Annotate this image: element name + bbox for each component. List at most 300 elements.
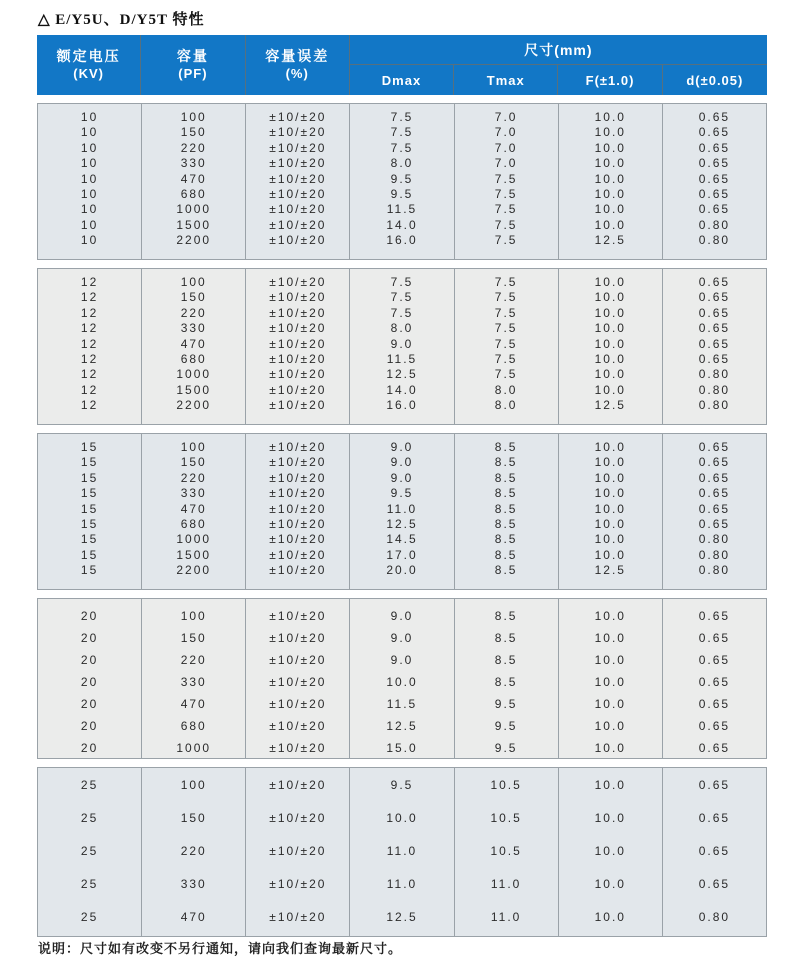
column-f [559,768,663,936]
cell-rated-voltage: 20 [80,631,99,645]
cell-capacity: 150 [180,455,207,470]
cell-f: 10.0 [594,217,626,232]
cell-rated-voltage: 10 [80,125,99,140]
cell-rated-voltage: 10 [80,171,99,186]
header-dmax: Dmax [350,65,454,95]
cell-rated-voltage: 15 [80,563,99,578]
cell-tolerance: ±10/±20 [269,367,327,382]
cell-dmax: 14.0 [386,382,418,397]
header-capacity-label: 容量 [176,48,209,64]
cell-tolerance: ±10/±20 [269,140,327,155]
cell-tmax: 11.0 [490,910,522,924]
cell-capacity: 680 [180,719,207,733]
cell-capacity: 1500 [176,382,212,397]
cell-f: 10.0 [594,455,626,470]
cell-rated-voltage: 25 [80,844,99,858]
cell-dmax: 12.5 [386,910,418,924]
cell-dmax: 9.0 [390,336,414,351]
cell-rated-voltage: 15 [80,486,99,501]
cell-tolerance: ±10/±20 [269,202,327,217]
cell-d: 0.80 [698,563,731,578]
cell-d: 0.65 [698,336,731,351]
cell-d: 0.65 [698,171,731,186]
cell-d: 0.80 [698,367,731,382]
column-capacity [142,599,246,758]
cell-tolerance: ±10/±20 [269,470,327,485]
cell-dmax: 7.5 [390,125,414,140]
cell-d: 0.65 [698,275,731,289]
cell-dmax: 14.5 [386,532,418,547]
cell-tmax: 10.5 [490,811,522,825]
cell-tolerance: ±10/±20 [269,501,327,516]
cell-tolerance: ±10/±20 [269,719,327,733]
cell-rated-voltage: 10 [80,140,99,155]
cell-tmax: 8.5 [494,675,518,689]
column-rated-voltage [38,269,142,424]
cell-dmax: 7.5 [390,140,414,155]
header-tolerance-label: 容量误差 [265,48,330,64]
cell-tolerance: ±10/±20 [269,382,327,397]
cell-capacity: 2200 [176,563,212,578]
cell-rated-voltage: 10 [80,156,99,171]
cell-rated-voltage: 12 [80,275,99,289]
cell-tmax: 7.5 [494,217,518,232]
cell-tmax: 9.5 [494,741,518,755]
column-tmax [455,104,559,259]
cell-dmax: 7.5 [390,305,414,320]
column-dmax [350,768,454,936]
cell-d: 0.65 [698,609,731,623]
cell-capacity: 100 [180,778,207,792]
cell-f: 12.5 [594,233,626,248]
column-tmax [455,599,559,758]
cell-rated-voltage: 10 [80,110,99,124]
cell-f: 10.0 [594,811,626,825]
column-tolerance [246,599,350,758]
column-tolerance [246,104,350,259]
cell-tolerance: ±10/±20 [269,305,327,320]
cell-tmax: 8.5 [494,532,518,547]
cell-dmax: 11.5 [386,697,418,711]
cell-tmax: 8.5 [494,501,518,516]
cell-d: 0.80 [698,910,731,924]
cell-capacity: 1000 [176,367,212,382]
cell-tmax: 8.5 [494,516,518,531]
column-f [559,599,663,758]
cell-dmax: 20.0 [386,563,418,578]
cell-capacity: 470 [180,171,207,186]
cell-tolerance: ±10/±20 [269,811,327,825]
cell-f: 10.0 [594,778,626,792]
cell-dmax: 16.0 [386,398,418,413]
cell-f: 10.0 [594,501,626,516]
cell-dmax: 15.0 [386,741,418,755]
cell-tmax: 9.5 [494,697,518,711]
cell-capacity: 470 [180,697,207,711]
cell-capacity: 1500 [176,547,212,562]
cell-capacity: 220 [180,653,207,667]
cell-tolerance: ±10/±20 [269,156,327,171]
cell-tmax: 8.5 [494,631,518,645]
cell-d: 0.65 [698,290,731,305]
cell-rated-voltage: 15 [80,547,99,562]
footer-note: 说明：尺寸如有改变不另行通知，请向我们查询最新尺寸。 [38,941,403,956]
cell-capacity: 330 [180,486,207,501]
cell-d: 0.65 [698,844,731,858]
cell-rated-voltage: 15 [80,440,99,454]
cell-dmax: 9.5 [390,186,414,201]
cell-tolerance: ±10/±20 [269,532,327,547]
cell-dmax: 9.0 [390,455,414,470]
cell-dmax: 12.5 [386,516,418,531]
cell-rated-voltage: 12 [80,290,99,305]
cell-tolerance: ±10/±20 [269,516,327,531]
cell-tolerance: ±10/±20 [269,233,327,248]
cell-tmax: 9.5 [494,719,518,733]
column-tolerance [246,768,350,936]
cell-d: 0.65 [698,501,731,516]
cell-tolerance: ±10/±20 [269,877,327,891]
cell-capacity: 150 [180,811,207,825]
cell-tmax: 7.5 [494,367,518,382]
cell-f: 10.0 [594,186,626,201]
cell-capacity: 150 [180,290,207,305]
cell-dmax: 11.0 [386,501,418,516]
cell-dmax: 10.0 [386,811,418,825]
cell-d: 0.65 [698,186,731,201]
cell-tolerance: ±10/±20 [269,290,327,305]
cell-dmax: 11.5 [386,351,418,366]
cell-capacity: 680 [180,351,207,366]
cell-tmax: 7.5 [494,233,518,248]
cell-tolerance: ±10/±20 [269,336,327,351]
cell-d: 0.65 [698,778,731,792]
cell-capacity: 330 [180,321,207,336]
cell-rated-voltage: 20 [80,741,99,755]
header-rated-voltage [37,35,141,95]
cell-capacity: 1000 [176,202,212,217]
cell-tmax: 8.5 [494,486,518,501]
cell-f: 10.0 [594,741,626,755]
column-rated-voltage [38,768,142,936]
cell-rated-voltage: 20 [80,675,99,689]
cell-tolerance: ±10/±20 [269,910,327,924]
header-tolerance [246,35,350,95]
cell-rated-voltage: 20 [80,719,99,733]
cell-tolerance: ±10/±20 [269,609,327,623]
cell-rated-voltage: 10 [80,202,99,217]
cell-tolerance: ±10/±20 [269,351,327,366]
table-header [37,35,767,95]
cell-f: 10.0 [594,653,626,667]
cell-tolerance: ±10/±20 [269,110,327,124]
cell-tmax: 8.5 [494,653,518,667]
cell-tmax: 8.5 [494,563,518,578]
column-tolerance [246,434,350,589]
cell-tolerance: ±10/±20 [269,741,327,755]
cell-tolerance: ±10/±20 [269,486,327,501]
cell-f: 10.0 [594,516,626,531]
cell-f: 10.0 [594,171,626,186]
cell-dmax: 8.0 [390,156,414,171]
cell-dmax: 7.5 [390,290,414,305]
cell-d: 0.65 [698,156,731,171]
cell-tmax: 7.5 [494,186,518,201]
page-title: △ E/Y5U、D/Y5T 特性 [38,12,205,28]
cell-tmax: 7.0 [494,125,518,140]
cell-d: 0.65 [698,631,731,645]
cell-capacity: 220 [180,844,207,858]
column-f [559,269,663,424]
column-rated-voltage [38,104,142,259]
cell-d: 0.65 [698,140,731,155]
cell-tmax: 7.5 [494,321,518,336]
header-rated-voltage-label: 额定电压 [56,48,121,64]
column-capacity [142,104,246,259]
cell-tolerance: ±10/±20 [269,778,327,792]
cell-capacity: 470 [180,501,207,516]
cell-tolerance: ±10/±20 [269,440,327,454]
cell-capacity: 1500 [176,217,212,232]
cell-f: 12.5 [594,398,626,413]
cell-rated-voltage: 10 [80,186,99,201]
cell-rated-voltage: 12 [80,321,99,336]
cell-d: 0.65 [698,125,731,140]
cell-capacity: 470 [180,910,207,924]
header-dimensions-group: 尺寸(mm) [350,35,767,65]
cell-capacity: 330 [180,156,207,171]
spec-table-blocks [37,103,767,937]
cell-tmax: 7.5 [494,275,518,289]
cell-f: 10.0 [594,202,626,217]
cell-tmax: 11.0 [490,877,522,891]
cell-f: 10.0 [594,290,626,305]
cell-dmax: 14.0 [386,217,418,232]
cell-d: 0.80 [698,398,731,413]
cell-dmax: 9.0 [390,609,414,623]
cell-d: 0.65 [698,719,731,733]
cell-d: 0.80 [698,217,731,232]
cell-f: 10.0 [594,470,626,485]
cell-d: 0.65 [698,811,731,825]
cell-tmax: 10.5 [490,778,522,792]
cell-d: 0.65 [698,305,731,320]
cell-rated-voltage: 25 [80,877,99,891]
column-d [663,434,766,589]
voltage-block-15kv [37,433,767,590]
header-tolerance-unit: (%) [285,66,309,81]
header-rated-voltage-unit: (KV) [73,66,104,81]
cell-f: 10.0 [594,486,626,501]
header-tmax: Tmax [454,65,558,95]
cell-rated-voltage: 25 [80,910,99,924]
cell-capacity: 1000 [176,741,212,755]
cell-d: 0.65 [698,516,731,531]
cell-rated-voltage: 10 [80,233,99,248]
cell-f: 10.0 [594,697,626,711]
cell-tolerance: ±10/±20 [269,125,327,140]
cell-dmax: 11.0 [386,877,418,891]
cell-tolerance: ±10/±20 [269,186,327,201]
voltage-block-12kv [37,268,767,425]
cell-dmax: 8.0 [390,321,414,336]
cell-tolerance: ±10/±20 [269,171,327,186]
column-capacity [142,434,246,589]
cell-rated-voltage: 20 [80,609,99,623]
cell-f: 10.0 [594,351,626,366]
cell-tolerance: ±10/±20 [269,653,327,667]
cell-tolerance: ±10/±20 [269,675,327,689]
cell-d: 0.65 [698,440,731,454]
header-capacity [141,35,245,95]
cell-rated-voltage: 12 [80,398,99,413]
cell-dmax: 9.0 [390,653,414,667]
column-d [663,104,766,259]
column-dmax [350,269,454,424]
cell-rated-voltage: 12 [80,336,99,351]
cell-rated-voltage: 15 [80,455,99,470]
cell-d: 0.65 [698,741,731,755]
column-capacity [142,768,246,936]
cell-rated-voltage: 12 [80,367,99,382]
cell-capacity: 100 [180,609,207,623]
cell-d: 0.80 [698,532,731,547]
cell-d: 0.65 [698,653,731,667]
cell-d: 0.65 [698,486,731,501]
cell-d: 0.65 [698,351,731,366]
cell-tolerance: ±10/±20 [269,547,327,562]
cell-dmax: 12.5 [386,719,418,733]
cell-tmax: 7.5 [494,336,518,351]
cell-tmax: 8.5 [494,455,518,470]
column-tmax [455,768,559,936]
cell-capacity: 150 [180,125,207,140]
cell-f: 12.5 [594,563,626,578]
cell-capacity: 470 [180,336,207,351]
cell-capacity: 680 [180,186,207,201]
cell-d: 0.65 [698,697,731,711]
cell-f: 10.0 [594,140,626,155]
cell-tmax: 8.0 [494,398,518,413]
column-dmax [350,599,454,758]
cell-rated-voltage: 20 [80,653,99,667]
cell-tolerance: ±10/±20 [269,275,327,289]
cell-capacity: 220 [180,305,207,320]
cell-dmax: 7.5 [390,275,414,289]
cell-dmax: 16.0 [386,233,418,248]
cell-tolerance: ±10/±20 [269,563,327,578]
cell-capacity: 2200 [176,233,212,248]
cell-rated-voltage: 15 [80,532,99,547]
cell-rated-voltage: 10 [80,217,99,232]
cell-capacity: 150 [180,631,207,645]
cell-tmax: 7.5 [494,351,518,366]
cell-rated-voltage: 25 [80,778,99,792]
cell-dmax: 11.0 [386,844,418,858]
cell-tmax: 8.5 [494,547,518,562]
cell-d: 0.65 [698,202,731,217]
cell-capacity: 100 [180,275,207,289]
cell-f: 10.0 [594,125,626,140]
cell-tmax: 7.0 [494,156,518,171]
cell-tolerance: ±10/±20 [269,455,327,470]
cell-f: 10.0 [594,367,626,382]
cell-dmax: 9.0 [390,470,414,485]
column-capacity [142,269,246,424]
cell-capacity: 680 [180,516,207,531]
column-f [559,104,663,259]
cell-capacity: 2200 [176,398,212,413]
column-tolerance [246,269,350,424]
cell-dmax: 9.5 [390,778,414,792]
cell-tmax: 7.0 [494,140,518,155]
cell-rated-voltage: 20 [80,697,99,711]
cell-tmax: 8.0 [494,382,518,397]
cell-dmax: 9.0 [390,631,414,645]
cell-f: 10.0 [594,877,626,891]
cell-d: 0.65 [698,321,731,336]
cell-rated-voltage: 12 [80,305,99,320]
cell-d: 0.80 [698,382,731,397]
column-d [663,768,766,936]
column-rated-voltage [38,434,142,589]
column-f [559,434,663,589]
spec-table [37,35,767,937]
cell-tmax: 7.5 [494,305,518,320]
cell-f: 10.0 [594,719,626,733]
cell-tolerance: ±10/±20 [269,398,327,413]
cell-rated-voltage: 15 [80,516,99,531]
header-capacity-unit: (PF) [178,66,208,81]
cell-tmax: 7.5 [494,171,518,186]
cell-d: 0.65 [698,675,731,689]
cell-tolerance: ±10/±20 [269,697,327,711]
cell-f: 10.0 [594,305,626,320]
cell-tmax: 7.0 [494,110,518,124]
cell-capacity: 220 [180,140,207,155]
cell-rated-voltage: 12 [80,351,99,366]
header-f: F(±1.0) [558,65,662,95]
column-tmax [455,269,559,424]
cell-capacity: 100 [180,440,207,454]
cell-d: 0.65 [698,455,731,470]
cell-tmax: 10.5 [490,844,522,858]
cell-capacity: 1000 [176,532,212,547]
cell-d: 0.80 [698,547,731,562]
cell-tolerance: ±10/±20 [269,631,327,645]
cell-dmax: 12.5 [386,367,418,382]
cell-dmax: 9.5 [390,171,414,186]
cell-f: 10.0 [594,440,626,454]
cell-tmax: 7.5 [494,202,518,217]
cell-f: 10.0 [594,631,626,645]
cell-rated-voltage: 12 [80,382,99,397]
cell-dmax: 17.0 [386,547,418,562]
cell-f: 10.0 [594,532,626,547]
cell-tmax: 8.5 [494,609,518,623]
cell-rated-voltage: 15 [80,470,99,485]
cell-f: 10.0 [594,609,626,623]
cell-f: 10.0 [594,110,626,124]
column-d [663,269,766,424]
cell-tmax: 8.5 [494,440,518,454]
column-d [663,599,766,758]
cell-dmax: 9.5 [390,486,414,501]
cell-f: 10.0 [594,910,626,924]
cell-d: 0.65 [698,110,731,124]
cell-tmax: 8.5 [494,470,518,485]
cell-f: 10.0 [594,382,626,397]
